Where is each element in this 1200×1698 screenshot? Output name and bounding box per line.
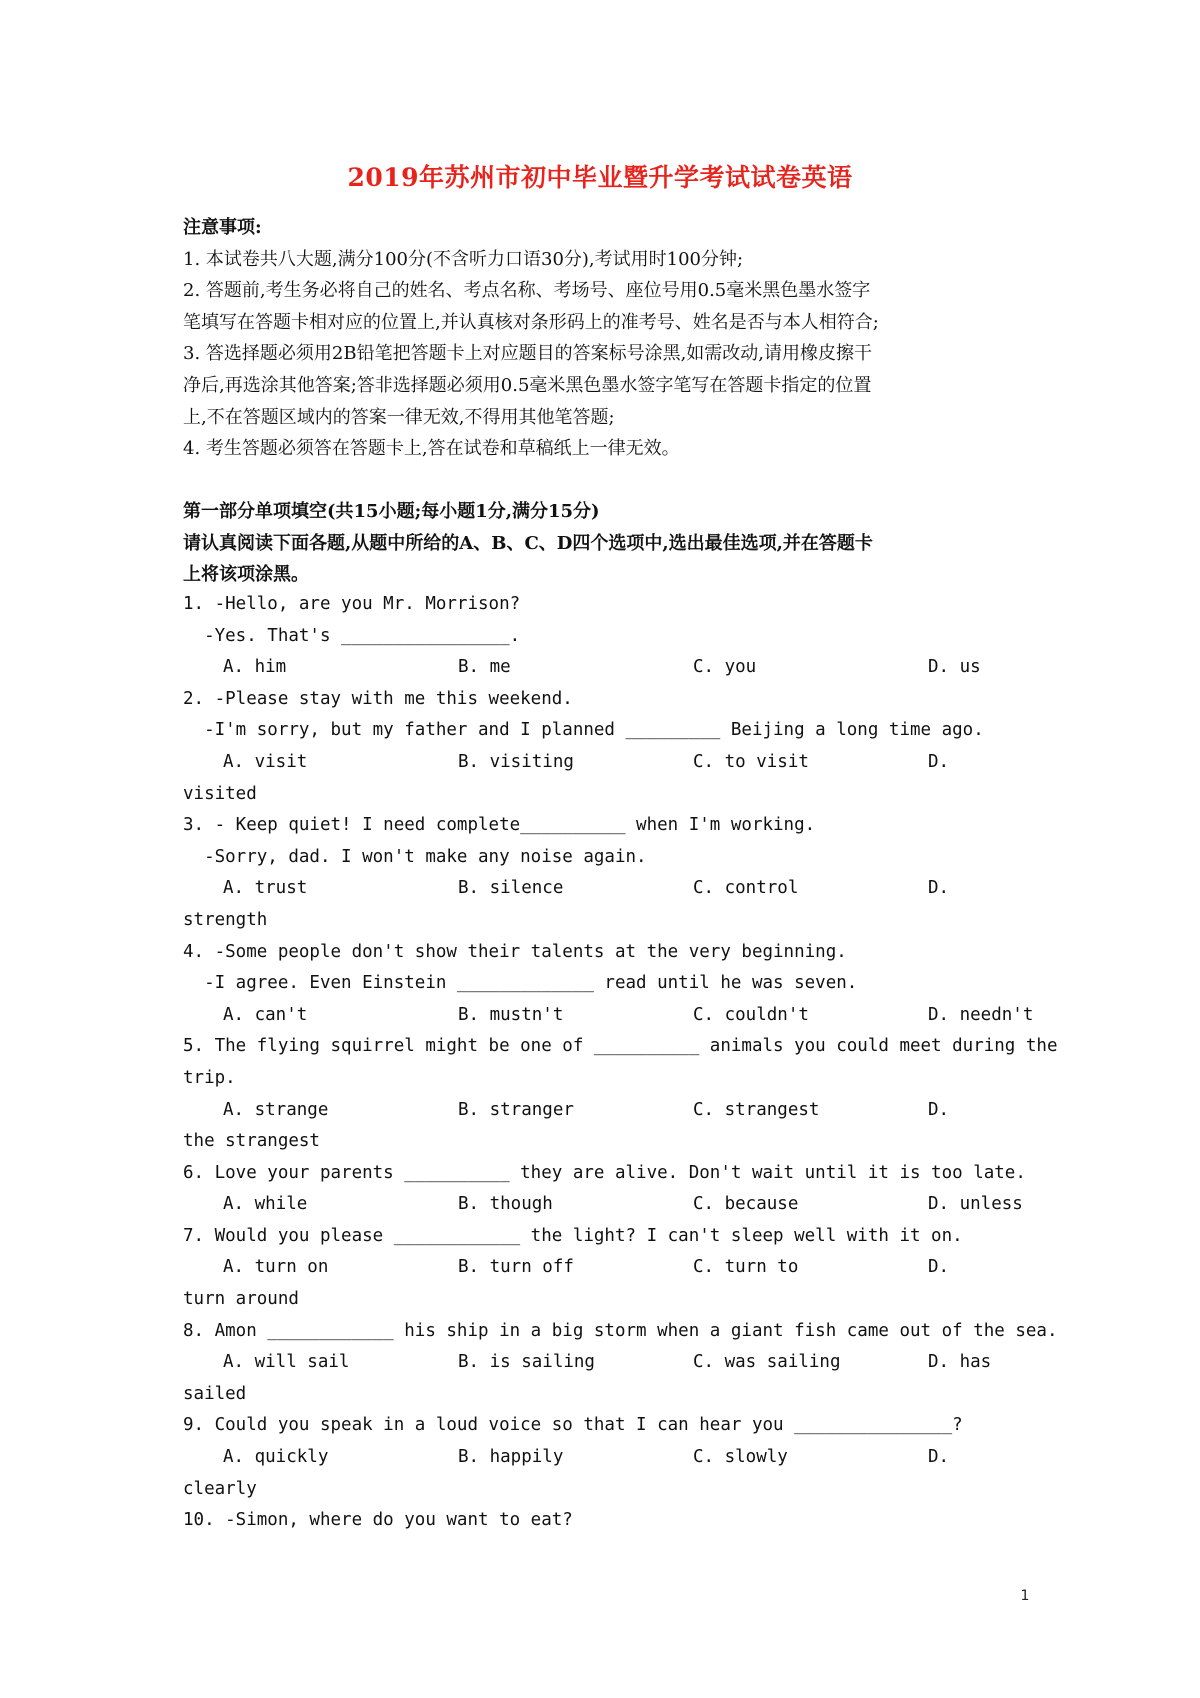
option-d: D. — [928, 751, 950, 772]
option-c: C. slowly — [693, 1447, 788, 1468]
option-d: D. — [928, 1099, 950, 1120]
question-stem: 8. Amon ____________ his ship in a big storm when a giant fish came out of the sea. — [183, 1320, 1058, 1341]
question-stem: 9. Could you speak in a loud voice so that I can hear you _______________? — [183, 1415, 963, 1436]
question-stem: 3. - Keep quiet! I need complete__________ when I'm working. — [183, 815, 816, 836]
option-d-continuation: turn around — [183, 1289, 299, 1310]
question-line: -I agree. Even Einstein _____________ read until he was seven. — [183, 973, 858, 994]
question-line: trip. — [183, 1067, 236, 1088]
option-c: C. couldn't — [693, 1004, 809, 1025]
option-a: A. will sail — [223, 1352, 350, 1373]
question-stem: 5. The flying squirrel might be one of __________ animals you could meet during the — [183, 1036, 1058, 1057]
question-item — [183, 1316, 1058, 1411]
option-b: B. though — [458, 1194, 553, 1215]
option-b: B. stranger — [458, 1099, 574, 1120]
question-item — [183, 1505, 1033, 1537]
option-a: A. trust — [223, 878, 308, 899]
option-c: C. because — [693, 1194, 799, 1215]
option-d: D. — [928, 1447, 950, 1468]
options-row — [183, 873, 1033, 905]
question-item — [183, 937, 1033, 1032]
notes-line: 3. 答选择题必须用2B铅笔把答题卡上对应题目的答案标号涂黑,如需改动,请用橡皮擦干 — [183, 343, 873, 365]
notes-line: 上,不在答题区域内的答案一律无效,不得用其他笔答题; — [183, 406, 615, 428]
option-a: A. visit — [223, 751, 308, 772]
option-c: C. turn to — [693, 1257, 799, 1278]
notes-line: 1. 本试卷共八大题,满分100分(不含听力口语30分),考试用时100分钟; — [183, 248, 744, 270]
options-row — [183, 1252, 1033, 1284]
options-row — [183, 1189, 1033, 1221]
part-instructions: 请认真阅读下面各题,从题中所给的A、B、C、D四个选项中,选出最佳选项,并在答题卡 — [183, 532, 873, 554]
option-b: B. visiting — [458, 751, 574, 772]
question-stem: 6. Love your parents __________ they are alive. Don't wait until it is too late. — [183, 1162, 1026, 1183]
part-instructions: 上将该项涂黑。 — [183, 564, 309, 586]
option-c: C. was sailing — [693, 1352, 841, 1373]
part-title: 第一部分单项填空(共15小题;每小题1分,满分15分) — [183, 501, 600, 522]
option-a: A. while — [223, 1194, 308, 1215]
notes-line: 4. 考生答题必须答在答题卡上,答在试卷和草稿纸上一律无效。 — [183, 438, 680, 460]
question-stem: 1. -Hello, are you Mr. Morrison? — [183, 594, 521, 614]
question-line: -Yes. That's ________________. — [183, 625, 521, 646]
option-d: D. — [928, 878, 950, 899]
notes-line: 净后,再选涂其他答案;答非选择题必须用0.5毫米黑色墨水签字笔写在答题卡指定的位置 — [183, 374, 872, 396]
page-number: 1 — [1020, 1588, 1030, 1604]
option-b: B. me — [458, 657, 511, 678]
option-d: D. needn't — [928, 1004, 1034, 1025]
option-b: B. is sailing — [458, 1352, 595, 1373]
option-c: C. you — [693, 657, 757, 678]
question-stem: 2. -Please stay with me this weekend. — [183, 688, 573, 709]
option-d: D. — [928, 1257, 950, 1278]
exam-title: 2019年苏州市初中毕业暨升学考试试卷英语 — [347, 163, 853, 192]
question-line: -I'm sorry, but my father and I planned _________ Beijing a long time ago. — [183, 720, 984, 741]
option-b: B. mustn't — [458, 1004, 564, 1025]
option-a: A. strange — [223, 1099, 329, 1120]
option-d: D. has — [928, 1352, 992, 1373]
question-item — [183, 1158, 1033, 1221]
exam-notes — [183, 212, 1033, 465]
question-stem: 7. Would you please ____________ the light? I can't sleep well with it on. — [183, 1225, 963, 1246]
question-item — [183, 589, 1033, 684]
question-list — [183, 589, 1058, 1537]
options-row — [183, 747, 1033, 779]
question-item — [183, 810, 1033, 936]
option-c: C. strangest — [693, 1099, 820, 1120]
option-a: A. quickly — [223, 1447, 329, 1468]
options-row — [183, 1000, 1033, 1032]
option-d-continuation: visited — [183, 783, 257, 804]
question-item — [183, 684, 1033, 810]
option-c: C. control — [693, 878, 799, 899]
option-d: D. us — [928, 657, 981, 678]
notes-heading: 注意事项: — [183, 217, 262, 238]
option-d-continuation: clearly — [183, 1478, 257, 1499]
question-item — [183, 1410, 1033, 1505]
question-stem: 4. -Some people don't show their talents at the very beginning. — [183, 941, 847, 962]
question-item — [183, 1031, 1058, 1157]
option-c: C. to visit — [693, 751, 809, 772]
question-stem: 10. -Simon, where do you want to eat? — [183, 1510, 573, 1531]
notes-line: 2. 答题前,考生务必将自己的姓名、考点名称、考场号、座位号用0.5毫米黑色墨水签字 — [183, 280, 871, 302]
option-b: B. happily — [458, 1447, 564, 1468]
options-row — [183, 652, 1033, 684]
options-row — [183, 1347, 1033, 1379]
option-a: A. him — [223, 657, 287, 678]
question-line: -Sorry, dad. I won't make any noise again. — [183, 846, 647, 867]
option-d-continuation: the strangest — [183, 1131, 320, 1152]
option-b: B. silence — [458, 878, 564, 899]
question-item — [183, 1221, 1033, 1316]
option-a: A. turn on — [223, 1257, 329, 1278]
part-one-header — [183, 496, 1033, 591]
option-d-continuation: sailed — [183, 1383, 247, 1404]
notes-line: 笔填写在答题卡相对应的位置上,并认真核对条形码上的准考号、姓名是否与本人相符合; — [183, 311, 879, 333]
options-row — [183, 1442, 1033, 1474]
option-d: D. unless — [928, 1194, 1023, 1215]
option-b: B. turn off — [458, 1257, 574, 1278]
option-d-continuation: strength — [183, 909, 268, 930]
option-a: A. can't — [223, 1004, 308, 1025]
options-row — [183, 1095, 1033, 1127]
